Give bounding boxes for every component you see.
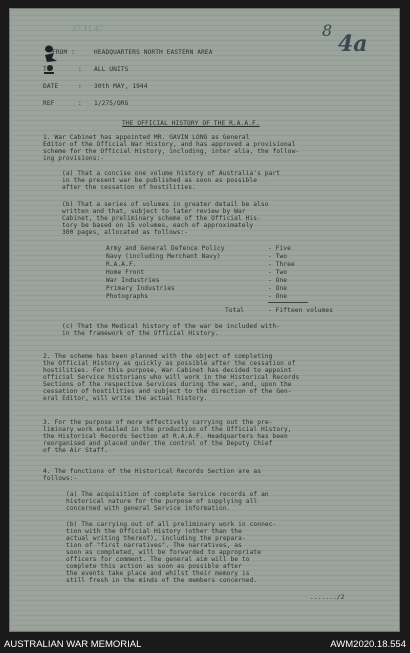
para4b-line: actual writing thereof), including the prepara- (66, 535, 246, 542)
para4b-line: officers for comment. The general aim will be to (66, 556, 250, 563)
para4b-line: the events take place and whilst their memory is (66, 570, 250, 577)
para3-line: of the Air Staff. (43, 447, 109, 454)
para4b-line: soon as completed, will be forwarded to appropriate (66, 549, 262, 556)
para2-line: the Official History as quickly as possible after the cessation of (43, 360, 296, 367)
para2-line: cessation of hostilities and subject to the direction of the Gen- (43, 388, 292, 395)
date-label: DATE (43, 83, 59, 90)
para4b-line: complete this action as soon as possible after (66, 563, 242, 570)
ref-label: REF (43, 100, 55, 107)
para1a-line: (a) That a concise one volume history of Australia's part (62, 170, 281, 177)
para3-line: liminary work entailed in the production of the Official History, (43, 426, 292, 433)
total-value: - Fifteen volumes (268, 307, 334, 314)
para1b-line: written and that, subject to later review by War (62, 208, 246, 215)
allocation-name: Home Front (106, 269, 145, 276)
para1-line: scheme for the Official History, including, inter alia, the follow- (43, 148, 300, 155)
para2-line: hostilities. For this purpose, War Cabinet has decided to appoint (43, 367, 292, 374)
document-page (9, 8, 400, 632)
para2-line: 2. The scheme has been planned with the object of completing (43, 353, 273, 360)
allocation-name: R.A.A.F. (106, 261, 137, 268)
para4a-line: (a) The acquisition of complete Service records of an (66, 491, 269, 498)
allocation-count: - One (268, 285, 288, 292)
para4a-line: concerned with general Service information. (66, 505, 231, 512)
allocation-count: - One (268, 293, 288, 300)
from-label: FROM : (52, 49, 75, 56)
para4b-line: (b) The carrying out of all preliminary work in connec- (66, 521, 277, 528)
footer-institution: AUSTRALIAN WAR MEMORIAL (4, 639, 142, 650)
ref-separator: : (78, 100, 82, 107)
total-rule (268, 302, 308, 303)
para1b-line: Cabinet, the preliminary scheme of the Official His- (62, 215, 261, 222)
para1b-line: (b) That a series of volumes in greater detail be also (62, 201, 269, 208)
date-separator: : (78, 83, 82, 90)
from-value: HEADQUARTERS NORTH EASTERN AREA (94, 49, 213, 56)
para4b-line: tion with the Official History (other than the (66, 528, 242, 535)
para3-line: 3. For the purpose of more effectively carrying out the pre- (43, 419, 273, 426)
para4-line: 4. The functions of the Historical Records Section are as (43, 468, 262, 475)
para4-line: follows:- (43, 475, 78, 482)
para2-line: Sections of the respective Services during the war, and, upon the (43, 381, 292, 388)
archive-footer (0, 636, 410, 653)
ref-value: 1/275/ORG (94, 100, 129, 107)
to-separator: : (78, 66, 82, 73)
to-value: ALL UNITS (94, 66, 129, 73)
allocation-name: War Industries (106, 277, 160, 284)
para1a-line: after the cessation of hostilities. (62, 184, 196, 191)
allocation-name: Photographs (106, 293, 149, 300)
total-label: Total (225, 307, 245, 314)
para1b-line: 300 pages, allocated as follows:- (62, 229, 189, 236)
para1-line: 1. War Cabinet has appointed MR. GAVIN LONG as General (43, 134, 250, 141)
para3-line: reorganised and placed under the control of the Deputy Chief (43, 440, 273, 447)
para1-line: ing provisions:- (43, 155, 105, 162)
pencil-annotation: 27.11.47 (72, 25, 104, 33)
para2-line: official Service historians who will work in the Historical Records (43, 374, 300, 381)
para4a-line: historical nature for the purpose of supplying all (66, 498, 258, 505)
allocation-count: - Two (268, 269, 288, 276)
para3-line: the Historical Records Section at R.A.A.F. Headquarters has been (43, 433, 288, 440)
handwritten-ref-2: 4a (338, 31, 368, 57)
para4b-line: tion of "first narratives". The narratives, as (66, 542, 242, 549)
allocation-count: - Five (268, 245, 291, 252)
footer-accession-number: AWM2020.18.554 (330, 639, 406, 650)
allocation-count: - Two (268, 253, 288, 260)
to-label: TO (43, 66, 51, 73)
para1b-line: tory be based on 15 volumes, each of approximately (62, 222, 254, 229)
para1-line: Editor of the Official War History, and has approved a provisional (43, 141, 296, 148)
date-value: 30th MAY, 1944 (94, 83, 148, 90)
allocation-name: Primary Industries (106, 285, 175, 292)
para4b-line: still fresh in the minds of the members concerned. (66, 577, 258, 584)
para1c-line: (c) That the Medical history of the war be included with- (62, 323, 281, 330)
allocation-count: - One (268, 277, 288, 284)
para2-line: eral Editor, will write the actual history. (43, 395, 208, 402)
para1c-line: in the framework of the Official History. (62, 330, 219, 337)
continued-marker: ......./2 (310, 594, 345, 601)
allocation-name: Navy (including Merchant Navy) (106, 253, 221, 260)
allocation-count: - Three (268, 261, 295, 268)
handwritten-ref-1: 8 (322, 21, 333, 40)
allocation-name: Army and General Defence Policy (106, 245, 225, 252)
para1a-line: in the present war be published as soon as possible (62, 177, 258, 184)
document-title: THE OFFICIAL HISTORY OF THE R.A.A.F. (122, 120, 260, 127)
